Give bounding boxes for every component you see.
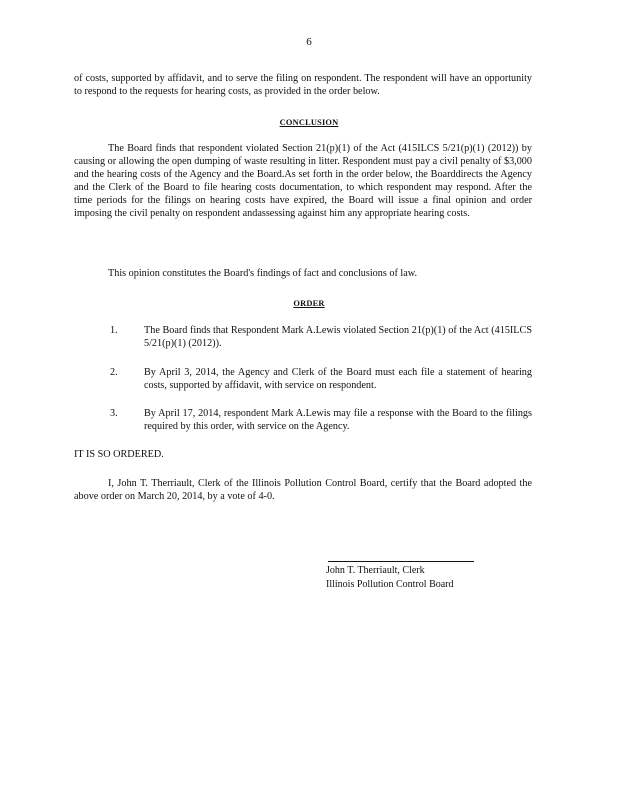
conclusion-paragraph: The Board finds that respondent violated Section 21(p)(1) of the Act (415ILCS 5/21(p)(1) (2012)) by causing or allowing the open dumping of waste resulting in litter. Respondent must pay a civil penalty of $3,000 and the hearing costs of the Agency and the Board.As set forth in the order below, the Boarddirects the Agency and the Clerk of the Board to file hearing costs documentation, to which respondent may respond. After the time periods for the filings on hearing costs have expired, the Board will issue a final opinion and order imposing the civil penalty on respondent andassessing against him any appropriate hearing costs. (74, 143, 532, 219)
page-number: 6 (306, 36, 312, 48)
order-item-text: By April 3, 2014, the Agency and Clerk of the Board must each file a statement of hearing costs, supported by affidavit, with service on respondent. (144, 367, 532, 391)
signature-name: John T. Therriault, Clerk (326, 565, 425, 576)
order-item-number: 1. (110, 325, 118, 336)
order-item-text: By April 17, 2014, respondent Mark A.Lewis may file a response with the Board to the filings required by this order, with service on the Agency. (144, 408, 532, 432)
signature-line (328, 561, 474, 562)
findings-paragraph: This opinion constitutes the Board's findings of fact and conclusions of law. (108, 268, 418, 279)
continuation-paragraph: of costs, supported by affidavit, and to serve the filing on respondent. The respondent will have an opportunity to respond to the requests for hearing costs, as provided in the order below. (74, 73, 532, 97)
order-item-number: 2. (110, 367, 118, 378)
order-heading: ORDER (293, 299, 325, 308)
order-item-number: 3. (110, 408, 118, 419)
conclusion-heading: CONCLUSION (279, 118, 339, 127)
signature-title: Illinois Pollution Control Board (326, 579, 454, 590)
certification-paragraph: I, John T. Therriault, Clerk of the Illinois Pollution Control Board, certify that the Board adopted the above order on March 20, 2014, by a vote of 4-0. (74, 478, 532, 502)
so-ordered-text: IT IS SO ORDERED. (74, 449, 164, 460)
order-item-text: The Board finds that Respondent Mark A.Lewis violated Section 21(p)(1) of the Act (415ILCS 5/21(p)(1) (2012)). (144, 325, 532, 349)
